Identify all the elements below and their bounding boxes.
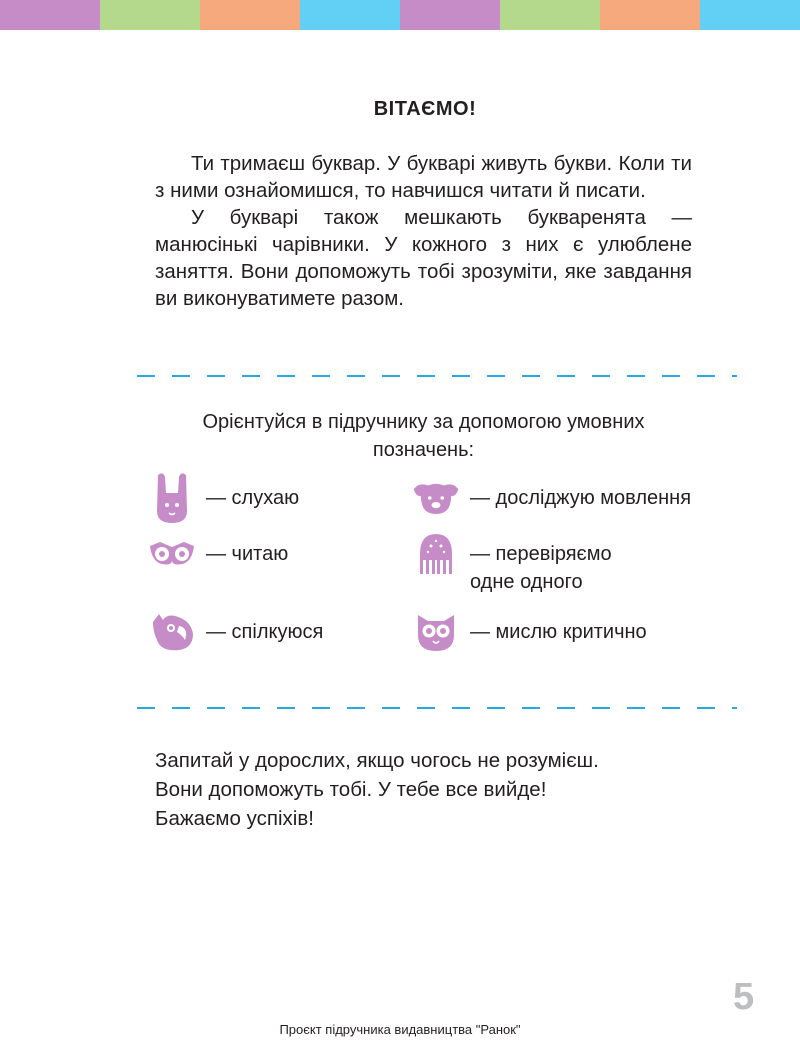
legend-check xyxy=(412,528,612,596)
closing-line-1: Запитай у дорослих, якщо чогось не розумієш. xyxy=(155,749,599,772)
dashed-divider-top xyxy=(137,375,737,377)
legend-intro: Орієнтуйся в підручнику за допомогою умовних позначень: xyxy=(202,411,645,461)
header-stripe xyxy=(200,0,300,30)
intro-paragraph-2: У букварі також мешкають букваренята — манюсінькі чарівники. У кожного з них є улюблене заняття. Вони допоможуть тобі зрозуміти, яке завдання ви виконуватимете разом. xyxy=(155,206,692,310)
legend-speech-label: — досліджую мовлення xyxy=(470,487,692,509)
legend-speech xyxy=(412,472,691,524)
header-stripe xyxy=(600,0,700,30)
closing-line-3: Бажаємо успіхів! xyxy=(155,807,314,830)
jellyfish-icon xyxy=(412,528,460,580)
intro-text xyxy=(155,150,692,312)
rabbit-icon xyxy=(148,472,196,524)
legend-check-label: — перевіряємо одне одного xyxy=(470,543,612,593)
page-number: 5 xyxy=(733,976,755,1018)
legend-listen xyxy=(148,472,299,524)
legend-listen-label: — слухаю xyxy=(206,487,300,509)
legend-read-label: — читаю xyxy=(206,543,289,565)
legend-think xyxy=(412,606,647,658)
intro-paragraph-1: Ти тримаєш буквар. У букварі живуть букви. Коли ти з ними ознайомишся, то навчишся читати й писати. xyxy=(155,152,692,202)
closing-line-2: Вони допоможуть тобі. У тебе все вийде! xyxy=(155,778,547,801)
dashed-divider-bottom xyxy=(137,707,737,709)
header-stripe xyxy=(500,0,600,30)
header-stripe xyxy=(400,0,500,30)
legend-talk xyxy=(148,606,323,658)
parrot-icon xyxy=(148,606,196,658)
dog-icon xyxy=(412,472,460,524)
header-stripe xyxy=(700,0,800,30)
footer-note: Проєкт підручника видавництва "Ранок" xyxy=(279,1022,521,1037)
legend-talk-label: — спілкуюся xyxy=(206,621,324,643)
owl-eyes-icon xyxy=(148,528,196,580)
header-stripe xyxy=(100,0,200,30)
legend-think-label: — мислю критично xyxy=(470,621,647,643)
color-stripe-header xyxy=(0,0,800,30)
legend-read xyxy=(148,528,288,580)
header-stripe xyxy=(300,0,400,30)
header-stripe xyxy=(0,0,100,30)
closing-text xyxy=(155,746,692,833)
page-title: ВІТАЄМО! xyxy=(373,98,477,120)
owl-icon xyxy=(412,606,460,658)
